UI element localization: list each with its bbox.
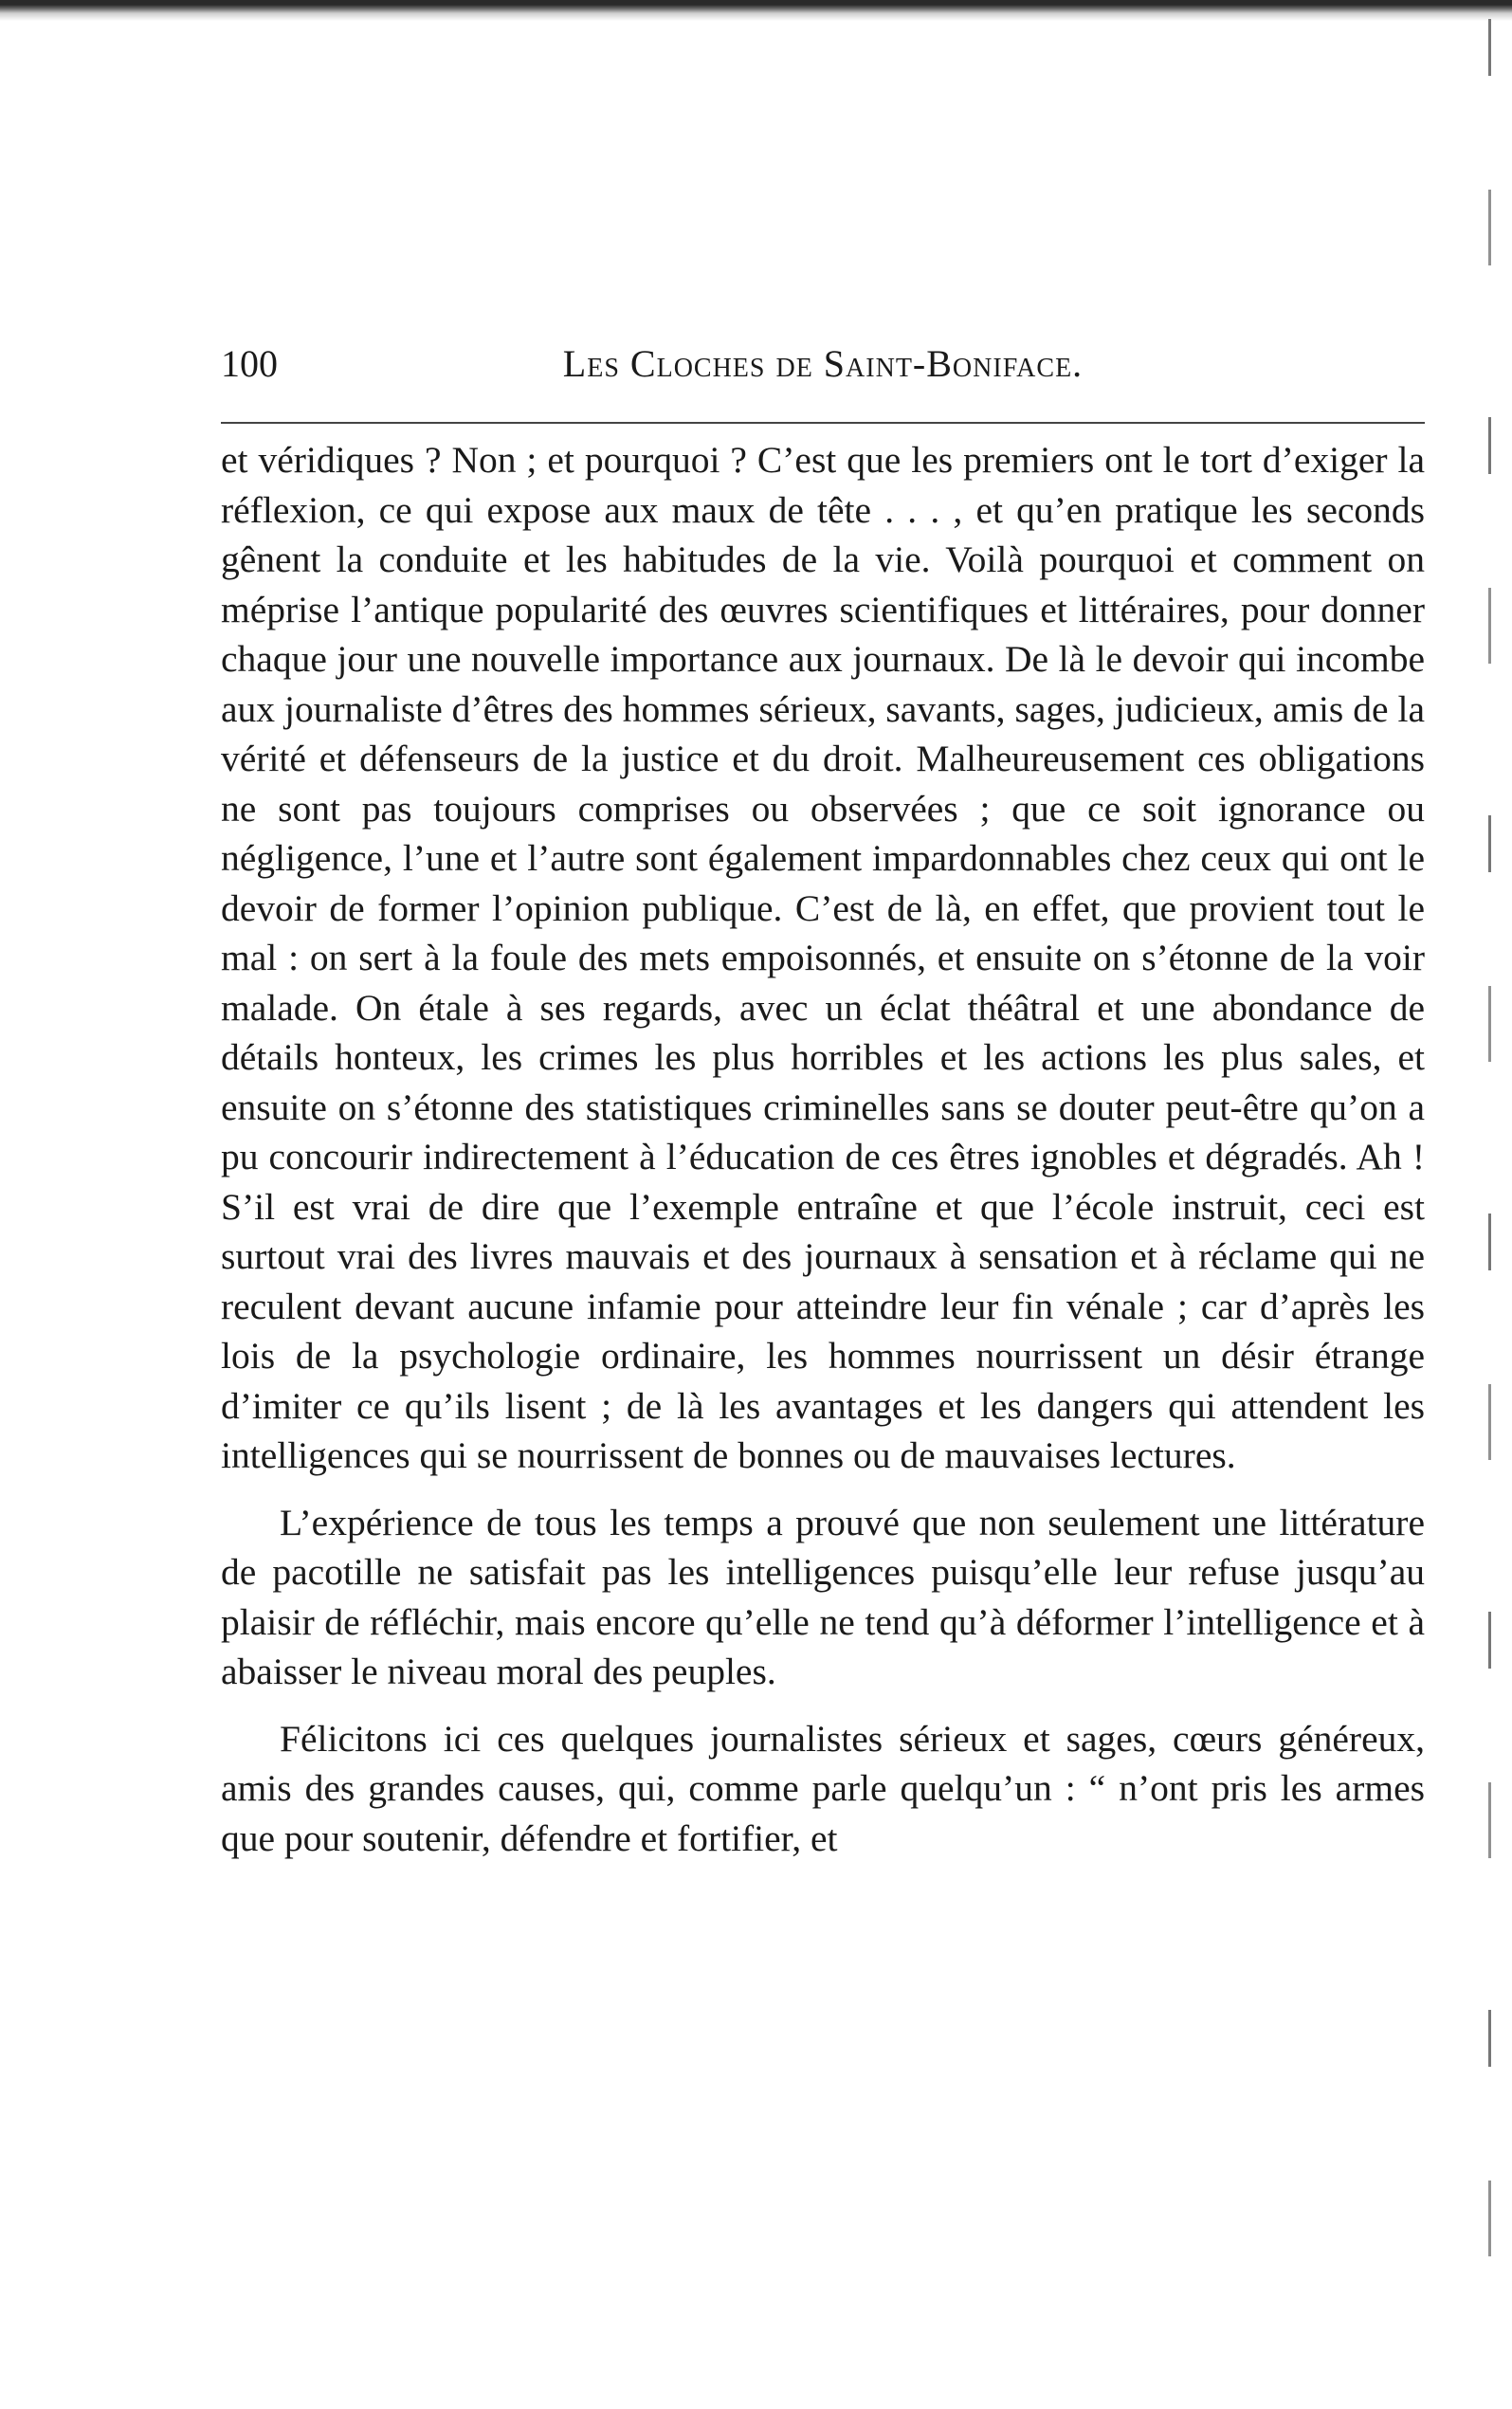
running-title: Les Cloches de Saint-Boniface. — [562, 342, 1084, 385]
page-header — [221, 332, 1425, 396]
paragraph-2: L’expérience de tous les temps a prouvé que non seulement une littérature de pacotille ne satisfait pas les intelligences puisqu’elle leur refuse jusqu’au plaisir de réfléchir, mais encore qu’elle ne tend qu’à déformer l’intelligence et à abaisser le niveau moral des peuples. — [221, 1501, 1425, 1692]
header-rule — [221, 422, 1425, 424]
scan-edge-top — [0, 0, 1512, 21]
scan-edge-right — [1488, 19, 1491, 2370]
book-page — [221, 332, 1425, 1863]
page-number: 100 — [221, 342, 278, 385]
body-text — [221, 435, 1425, 1863]
paragraph-1: et véridiques ? Non ; et pourquoi ? C’est que les premiers ont le tort d’exiger la réflexion, ce qui expose aux maux de tête . . . , et qu’en pratique les seconds gênent la conduite et les habitudes de la vie. Voilà pourquoi et comment on méprise l’antique popularité des œuvres scientifiques et littéraires, pour donner chaque jour une nouvelle importance aux journaux. De là le devoir qui incombe aux journaliste d’êtres des hommes sérieux, savants, sages, judicieux, amis de la vérité et défenseurs de la justice et du droit. Malheureusement ces obligations ne sont pas toujours comprises ou observées ; que ce soit ignorance ou négligence, l’une et l’autre sont également impardonnables chez ceux qui ont le devoir de former l’opinion publique. C’est de là, en effet, que provient tout le mal : on sert à la foule des mets empoisonnés, et ensuite on s’étonne de la voir malade. On étale à ses regards, avec un éclat théâtral et une abondance de détails honteux, les crimes les plus horribles et les actions les plus sales, et ensuite on s’étonne des statistiques criminelles sans se douter peut-être qu’on a pu concourir indirectement à l’éducation de ces êtres ignobles et dégradés. Ah ! S’il est vrai de dire que l’exemple entraîne et que l’école instruit, ceci est surtout vrai des livres mauvais et des journaux à sensation et à réclame qui ne reculent devant aucune infamie pour atteindre leur fin vénale ; car d’après les lois de la psychologie ordinaire, les hommes nourrissent un désir étrange d’imiter ce qu’ils lisent ; de là les avantages et les dangers qui attendent les intelligences qui se nourrissent de bonnes ou de mauvaises lectures. — [221, 439, 1425, 1476]
paragraph-3: Félicitons ici ces quelques journalistes sérieux et sages, cœurs généreux, amis des grandes causes, qui, comme parle quelqu’un : “ n’ont pris les armes que pour soutenir, défendre et fortifier, et — [221, 1717, 1425, 1859]
